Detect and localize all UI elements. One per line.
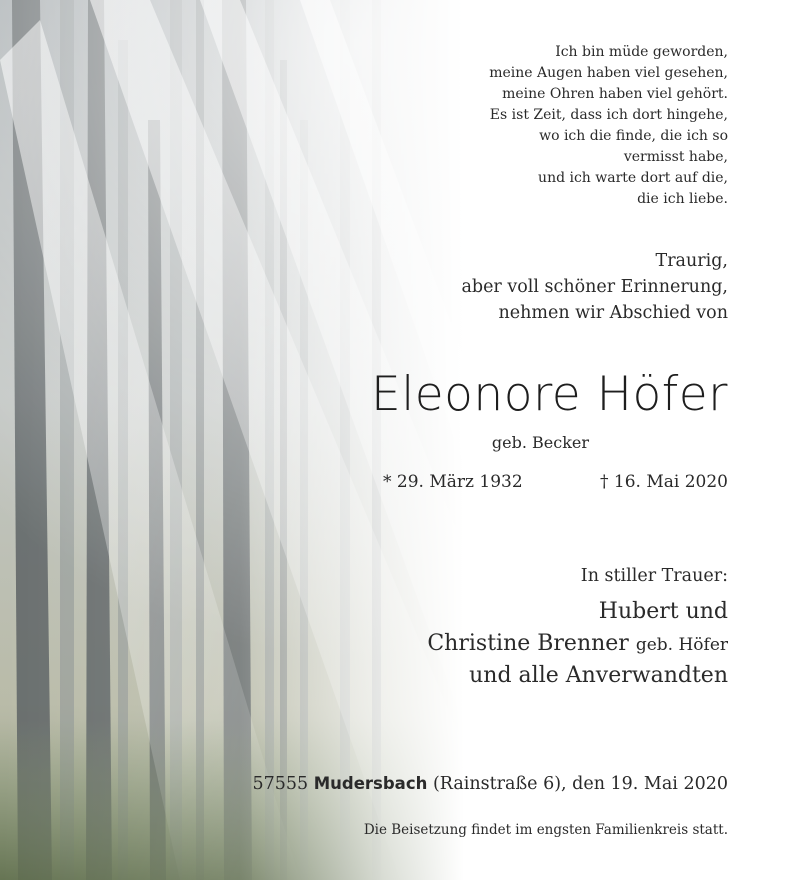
maiden-name: geb. Becker bbox=[491, 433, 589, 452]
place-and-date bbox=[253, 771, 729, 797]
poem-line: vermisst habe, bbox=[623, 149, 728, 165]
death-date: † 16. Mai 2020 bbox=[600, 472, 728, 492]
address-and-date: (Rainstraße 6), den 19. Mai 2020 bbox=[432, 774, 728, 794]
funeral-note: Die Beisetzung findet im engsten Familienkreis statt. bbox=[363, 822, 728, 838]
poem-line: die ich liebe. bbox=[637, 191, 728, 207]
intro-line: aber voll schöner Erinnerung, bbox=[461, 277, 728, 297]
mourner-line: und alle Anverwandten bbox=[469, 663, 728, 688]
postal-code: 57555 bbox=[252, 774, 309, 794]
mourners bbox=[427, 596, 728, 692]
intro-line: nehmen wir Abschied von bbox=[498, 303, 728, 323]
intro-line: Traurig, bbox=[655, 251, 728, 271]
poem-line: Es ist Zeit, dass ich dort hingehe, bbox=[489, 107, 728, 123]
poem-line: meine Ohren haben viel gehört. bbox=[502, 86, 728, 102]
poem-line: wo ich die finde, die ich so bbox=[539, 128, 728, 144]
intro-text bbox=[461, 248, 728, 326]
poem-line: Ich bin müde geworden, bbox=[555, 44, 728, 60]
mourning-label: In stiller Trauer: bbox=[580, 566, 728, 586]
poem-line: meine Augen haben viel gesehen, bbox=[489, 65, 728, 81]
mourner-line: Hubert und bbox=[598, 599, 728, 624]
town-name: Mudersbach bbox=[313, 774, 428, 793]
mourner-name: Christine Brenner bbox=[427, 631, 629, 656]
mourner-line bbox=[427, 628, 728, 660]
deceased-name: Eleonore Höfer bbox=[371, 367, 728, 422]
poem-line: und ich warte dort auf die, bbox=[538, 170, 728, 186]
poem bbox=[489, 42, 728, 210]
birth-date: * 29. März 1932 bbox=[383, 472, 523, 492]
mourner-nee: geb. Höfer bbox=[635, 635, 728, 655]
